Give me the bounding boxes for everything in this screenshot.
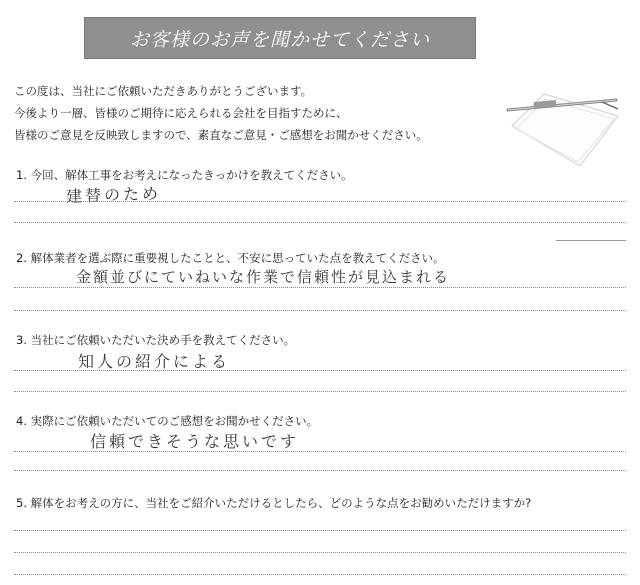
intro-line: この度は、当社にご依頼いただきありがとうございます。 (14, 84, 313, 98)
question-3: 3. 当社にご依頼いただいた決め手を教えてください。 (16, 333, 296, 347)
answer-line (14, 222, 626, 223)
question-5: 5. 解体をお考えの方に、当社をご紹介いただけるとしたら、どのような点をお勧めいただけますか? (16, 496, 532, 510)
answer-line (14, 530, 626, 531)
answer-line (14, 552, 626, 553)
answer-3: 知人の紹介による (78, 352, 231, 371)
answer-line (14, 370, 626, 371)
divider (556, 240, 626, 241)
question-2: 2. 解体業者を選ぶ際に重要視したことと、不安に思っていた点を教えてください。 (16, 251, 445, 265)
answer-4: 信頼できそうな思いです (90, 432, 300, 451)
answer-line (14, 574, 626, 575)
answer-line (14, 470, 626, 471)
page-title: お客様のお声を聞かせてください (129, 28, 430, 51)
question-4: 4. 実際にご依頼いただいてのご感想をお聞かせください。 (16, 414, 319, 428)
question-1: 1. 今回、解体工事をお考えになったきっかけを教えてください。 (16, 168, 353, 182)
answer-line (14, 451, 626, 452)
answer-line (14, 310, 626, 311)
pen-and-paper-icon (498, 74, 628, 174)
answer-line (14, 391, 626, 392)
intro-text (14, 80, 494, 146)
answer-line (14, 201, 626, 202)
answer-1: 建替のため (65, 183, 162, 206)
answer-2: 金額並びにていねいな作業で信頼性が見込まれる (76, 268, 451, 286)
answer-line (14, 287, 626, 288)
intro-line: 今後より一層、皆様のご期待に応えられる会社を目指すために、 (14, 106, 348, 120)
title-banner (84, 17, 476, 59)
intro-line: 皆様のご意見を反映致しますので、素直なご意見・ご感想をお聞かせください。 (14, 128, 428, 142)
